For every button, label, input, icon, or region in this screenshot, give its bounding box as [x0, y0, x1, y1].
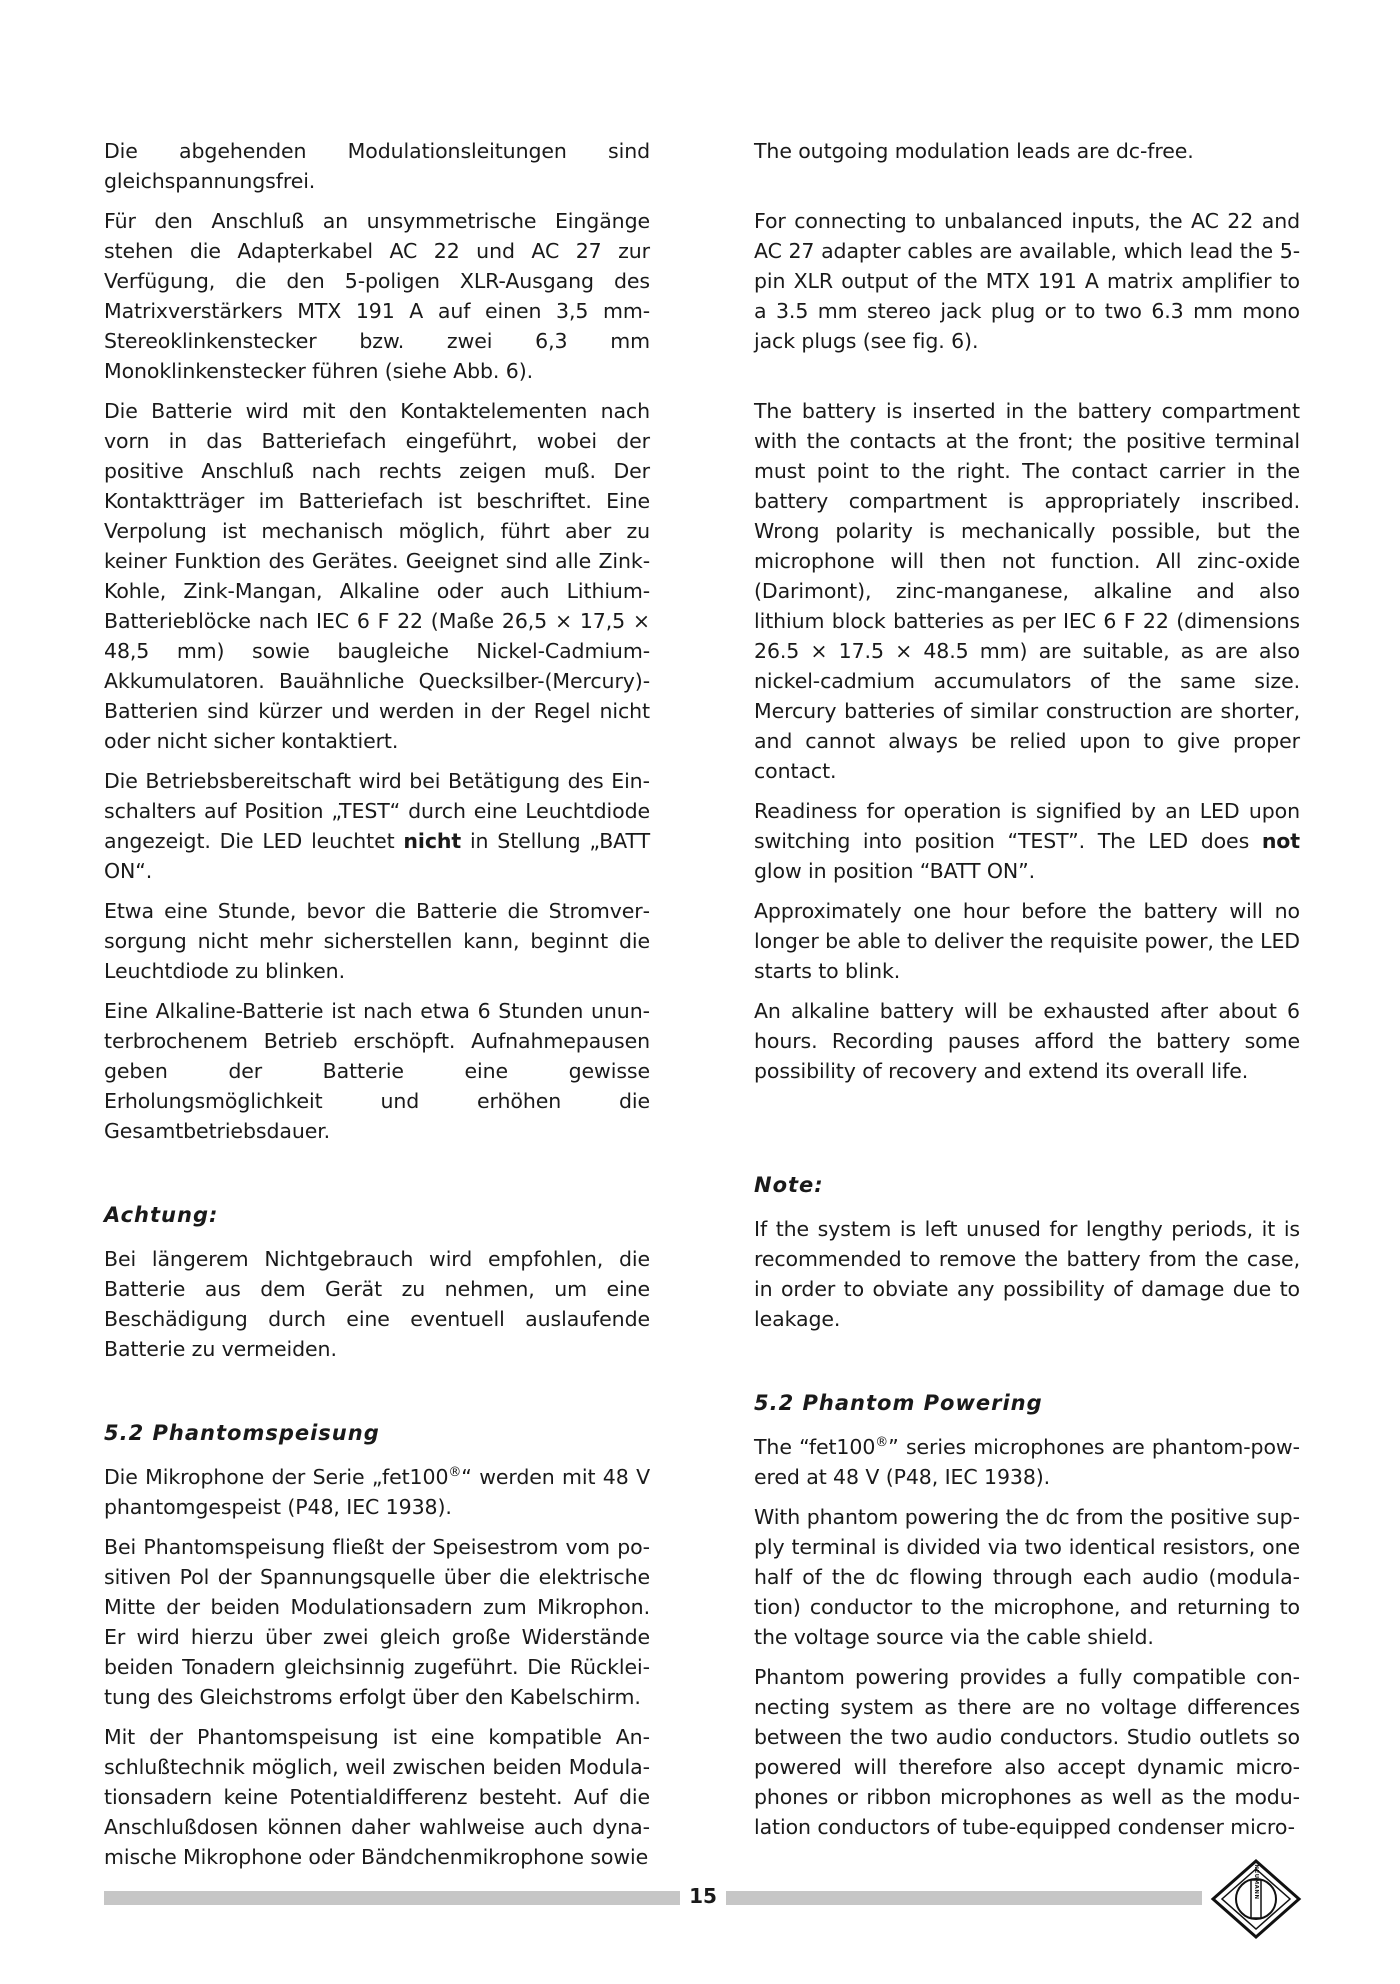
neumann-logo-icon	[1210, 1858, 1302, 1940]
de-led-text-start: Die Betriebsbereitschaft wird bei Betätigung des Einschalters auf Position „TEST“ durch eine Leuchtdiode angezeigt. Die LED leuchtet	[104, 769, 650, 853]
en-series-text-start: The “fet100	[754, 1435, 876, 1459]
de-registered-mark: ®	[448, 1465, 462, 1481]
de-paragraph-battery-life: Eine Alkaline-Batterie ist nach etwa 6 Stunden ununterbrochenem Betrieb erschöpft. Aufnahmepausen geben der Batterie eine gewisse Erholungsmöglichkeit und erhöhen die Gesamtbetriebsdauer.	[104, 999, 650, 1143]
logo-lettering: NEUMANN	[1253, 1864, 1259, 1900]
footer-bar-left	[104, 1891, 680, 1905]
en-paragraph-led-blink: Approximately one hour before the battery will no longer be able to deliver the requisite power, the LED starts to blink.	[754, 899, 1300, 983]
de-paragraph-phantom-compatible: Mit der Phantomspeisung ist eine kompatible Anschlußtechnik möglich, weil zwischen beiden Modulationsadern keine Potentialdifferenz besteht. Auf die Anschlußdosen können daher wahlweise auch dynamische Mikrophone oder Bändchenmikrophone sowie	[104, 1725, 650, 1869]
en-paragraph-phantom-series	[754, 1432, 1300, 1492]
en-note-text: If the system is left unused for lengthy periods, it is recommended to remove the battery from the case, in order to obviate any possibility of damage due to leakage.	[754, 1217, 1300, 1331]
en-series-text-end: ” series microphones are phantom-powered at 48 V (P48, IEC 1938).	[754, 1435, 1300, 1489]
de-paragraph-battery-insertion: Die Batterie wird mit den Kontaktelementen nach vorn in das Batteriefach eingeführt, wobei der positive Anschluß nach rechts zeigen muß. Der Kontaktträger im Batteriefach ist beschriftet. Eine Verpolung ist mechanisch möglich, führt aber zu keiner Funktion des Gerätes. Geeignet sind alle Zink-Kohle, Zink-Mangan, Alkaline oder auch Lithium-Batterieblöcke nach IEC 6 F 22 (Maße 26,5 × 17,5 × 48,5 mm) sowie baugleiche Nickel-Cadmium-Akkumulatoren. Bauähnliche Quecksilber-(Mercury)-Batterien sind kürzer und werden in der Regel nicht oder nicht sicher kontaktiert.	[104, 399, 650, 753]
de-attention-heading: Achtung:	[104, 1203, 219, 1227]
de-led-text-end: in Stellung „BATT ON“.	[104, 829, 650, 883]
de-series-text-end: “ werden mit 48 V phantomgespeist (P48, IEC 1938).	[104, 1465, 650, 1519]
english-column	[754, 136, 1300, 1842]
en-led-text-end: glow in position “BATT ON”.	[754, 859, 1036, 883]
de-led-emphasis: nicht	[403, 829, 462, 853]
de-paragraph-led-blink: Etwa eine Stunde, bevor die Batterie die Stromversorgung nicht mehr sicherstellen kann, beginnt die Leuchtdiode zu blinken.	[104, 899, 650, 983]
footer-bar-right	[726, 1891, 1202, 1905]
de-paragraph-adapter-cables: Für den Anschluß an unsymmetrische Eingänge stehen die Adapterkabel AC 22 und AC 27 zur Verfügung, die den 5-poligen XLR-Ausgang des Matrixverstärkers MTX 191 A auf einen 3,5 mm-Stereoklinkenstecker bzw. zwei 6,3 mm Monoklinkenstecker führen (siehe Abb. 6).	[104, 209, 650, 383]
en-paragraph-dc-free: The outgoing modulation leads are dc-free.	[754, 139, 1194, 163]
en-note-heading: Note:	[754, 1173, 824, 1197]
en-led-text-start: Readiness for operation is signified by an LED upon switching into position “TEST”. The LED does	[754, 799, 1300, 853]
en-paragraph-battery-insertion: The battery is inserted in the battery compartment with the contacts at the front; the positive terminal must point to the right. The contact carrier in the battery compartment is appropriately inscribed. Wrong polarity is mechanically possible, but the microphone will then not function. All zinc-oxide (Darimont), zinc-manganese, alkaline and also lithium block batteries as per IEC 6 F 22 (dimensions 26.5 × 17.5 × 48.5 mm) are suitable, as are also nickel-cadmium accumulators of the same size. Mercury batteries of similar construction are shorter, and cannot always be relied upon to give proper contact.	[754, 399, 1300, 783]
en-section-heading-phantom: 5.2 Phantom Powering	[754, 1391, 1043, 1415]
german-column	[104, 136, 650, 1872]
en-paragraph-phantom-current: With phantom powering the dc from the positive supply terminal is divided via two identical resistors, one half of the dc flowing through each audio (modulation) conductor to the microphone, and returning to the voltage source via the cable shield.	[754, 1505, 1300, 1649]
de-paragraph-dc-free: Die abgehenden Modulationsleitungen sind gleichspannungsfrei.	[104, 139, 650, 193]
de-paragraph-led-test	[104, 766, 650, 886]
de-attention-text: Bei längerem Nichtgebrauch wird empfohlen, die Batterie aus dem Gerät zu nehmen, um eine Beschädigung durch eine eventuell auslaufende Batterie zu vermeiden.	[104, 1247, 650, 1361]
en-paragraph-adapter-cables: For connecting to unbalanced inputs, the AC 22 and AC 27 adapter cables are available, which lead the 5-pin XLR output of the MTX 191 A matrix amplifier to a 3.5 mm stereo jack plug or to two 6.3 mm mono jack plugs (see fig. 6).	[754, 209, 1300, 353]
de-paragraph-phantom-series	[104, 1462, 650, 1522]
de-paragraph-phantom-current: Bei Phantomspeisung fließt der Speisestrom vom positiven Pol der Spannungsquelle über die elektrische Mitte der beiden Modulationsadern zum Mikrophon. Er wird hierzu über zwei gleich große Widerstände beiden Tonadern gleichsinnig zugeführt. Die Rückleitung des Gleichstroms erfolgt über den Kabelschirm.	[104, 1535, 650, 1709]
de-section-heading-phantom: 5.2 Phantomspeisung	[104, 1421, 380, 1445]
en-paragraph-battery-life: An alkaline battery will be exhausted after about 6 hours. Recording pauses afford the battery some possibility of recovery and extend its overall life.	[754, 999, 1300, 1083]
en-led-emphasis: not	[1261, 829, 1300, 853]
en-paragraph-led-test	[754, 796, 1300, 886]
de-series-text-start: Die Mikrophone der Serie „fet100	[104, 1465, 449, 1489]
en-paragraph-phantom-compatible: Phantom powering provides a fully compatible connecting system as there are no voltage differences between the two audio conductors. Studio outlets so powered will therefore also accept dynamic microphones or ribbon microphones as well as the modulation conductors of tube-equipped condenser micro-	[754, 1665, 1300, 1839]
en-registered-mark: ®	[875, 1435, 889, 1451]
page-number: 15	[689, 1884, 717, 1908]
